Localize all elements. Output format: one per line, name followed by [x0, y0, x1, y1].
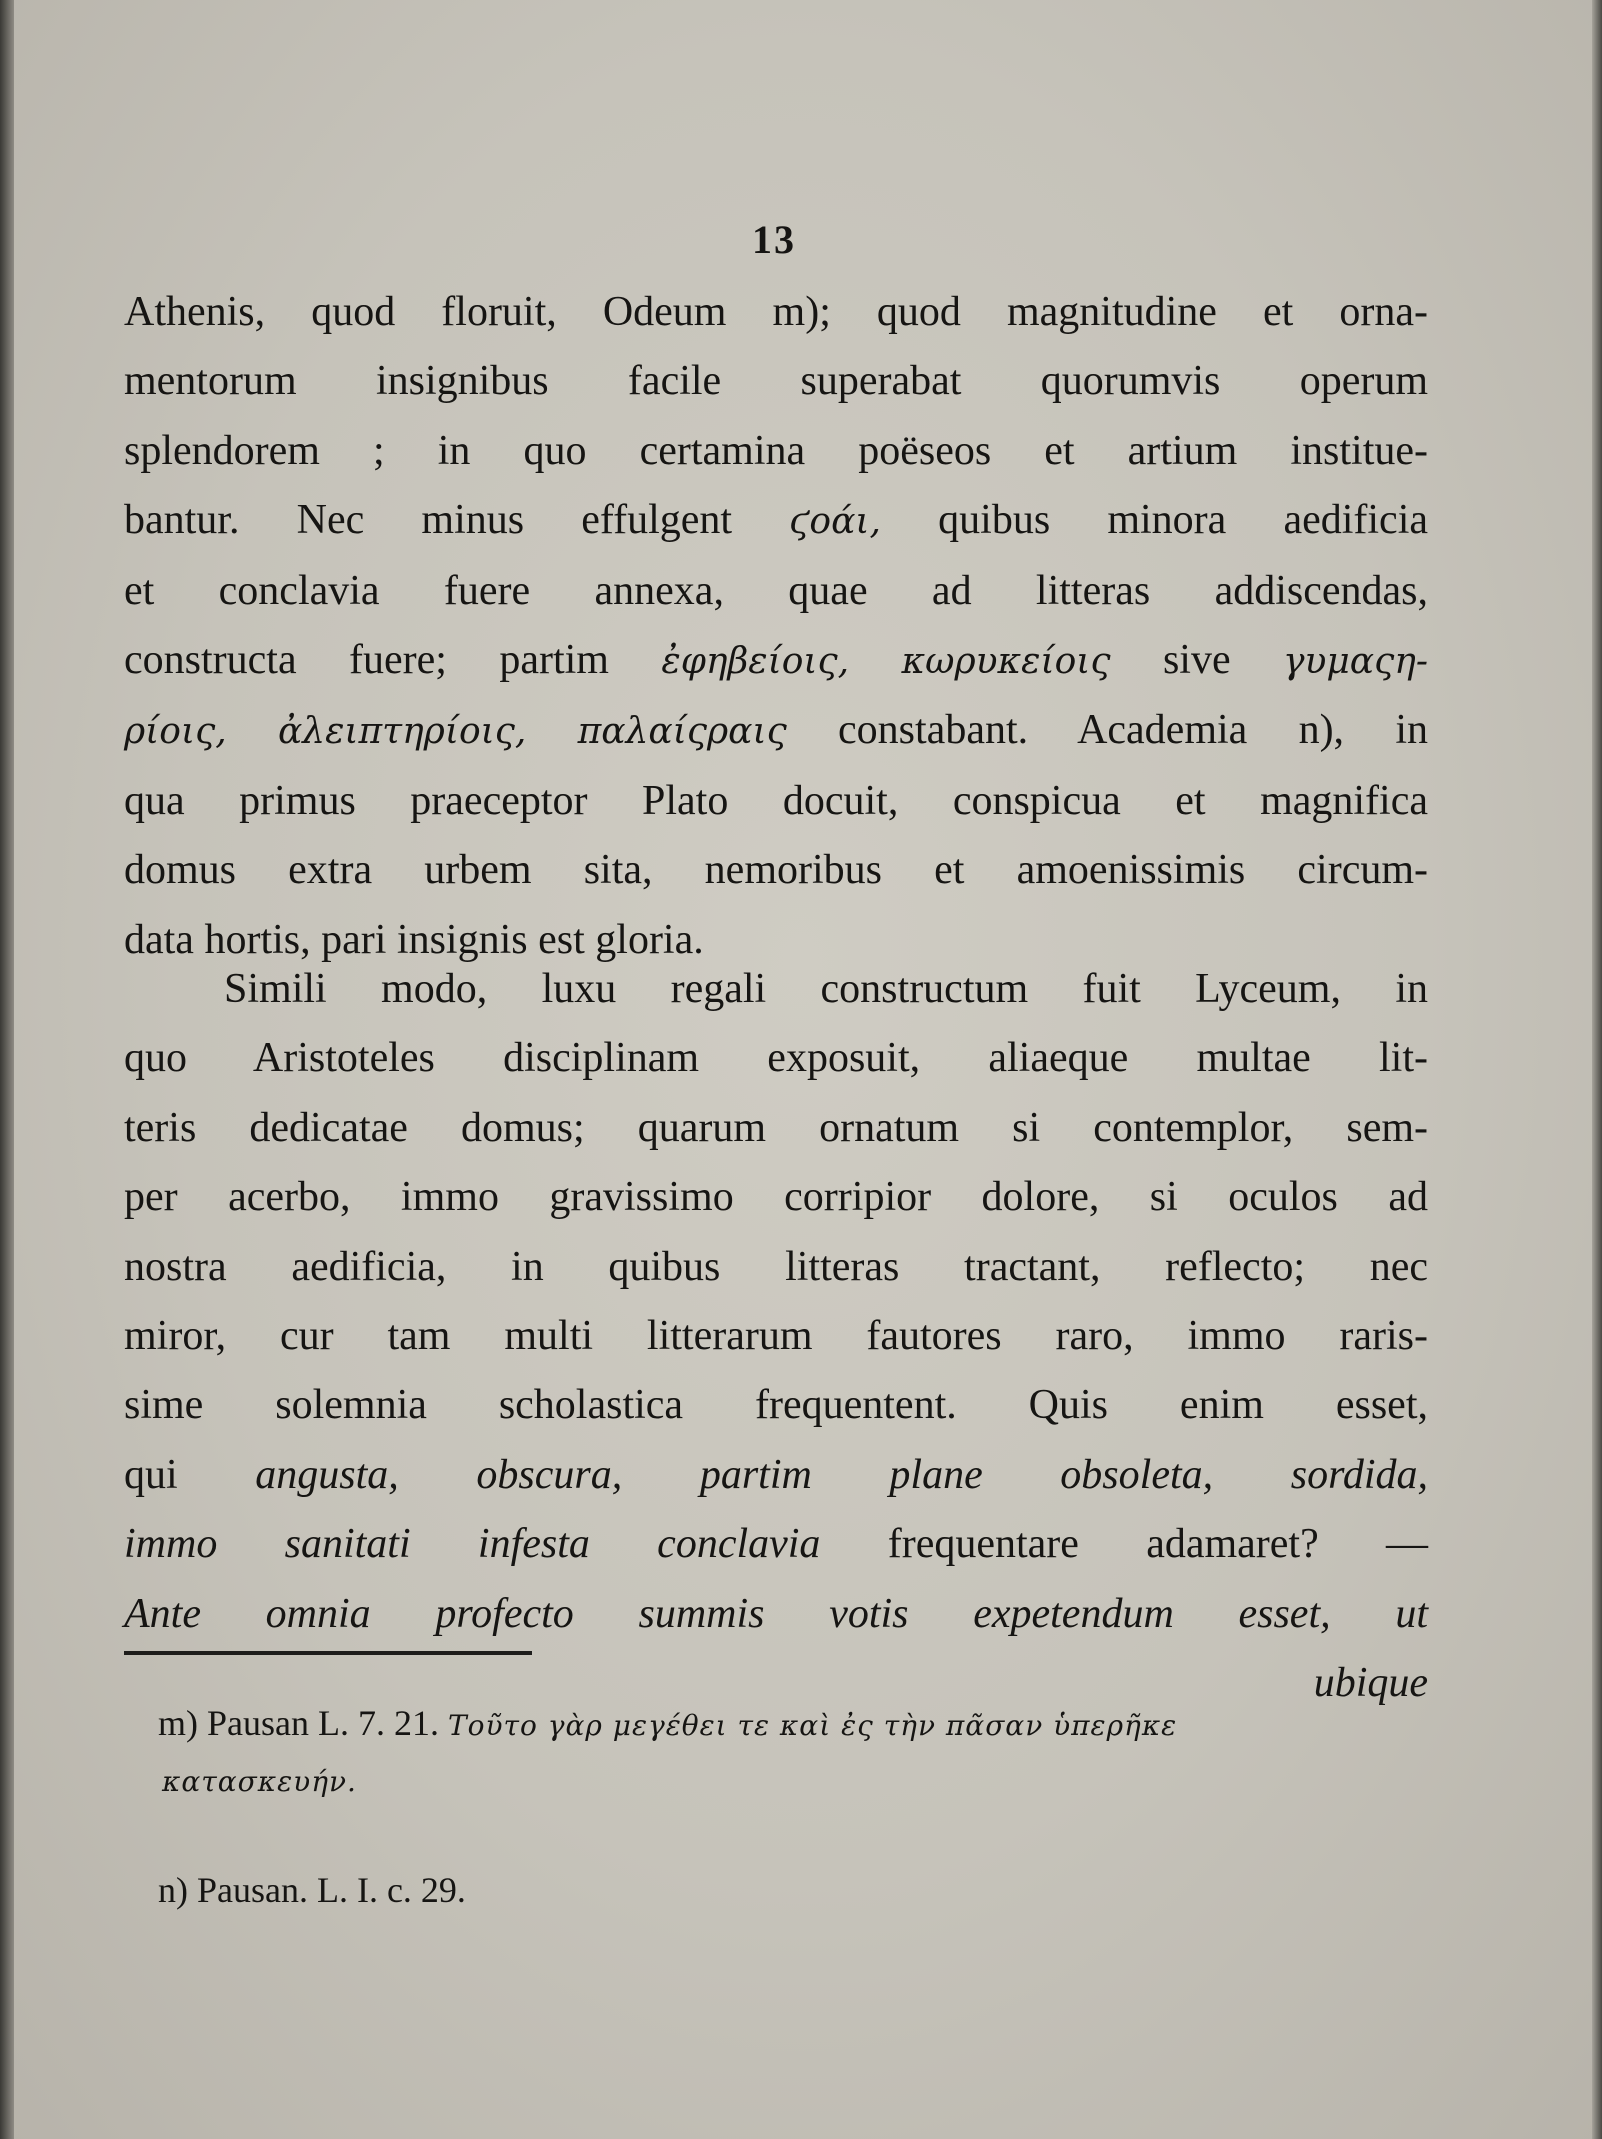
- text-line: [124, 486, 1428, 556]
- footnote-rule: [124, 1651, 532, 1655]
- footnote-m-continuation: [158, 1754, 1428, 1810]
- page-edge-left: [0, 0, 14, 2139]
- text-segment: constructa fuere; partim: [124, 637, 609, 684]
- footnote-greek: Τοῦτο γὰρ μεγέθει τε καὶ ἐς τὴν πᾶσαν ὑπερῆκε: [447, 1709, 1178, 1742]
- text-segment: qui: [124, 1451, 178, 1498]
- paragraph-2: [124, 955, 1428, 1718]
- text-line: per acerbo, immo gravissimo corripior dolore, si oculos ad: [124, 1174, 1428, 1221]
- text-line: quo Aristoteles disciplinam exposuit, aliaeque multae lit-: [124, 1035, 1428, 1082]
- text-line: miror, cur tam multi litterarum fautores raro, immo raris-: [124, 1313, 1428, 1360]
- greek-word: κωρυκείοις: [901, 641, 1111, 683]
- text-segment: sive: [1162, 637, 1231, 684]
- footnote-ref: m) Pausan L. 7. 21.: [158, 1703, 439, 1743]
- footnote-greek: κατασκευήν.: [162, 1765, 357, 1798]
- text-line: et conclavia fuere annexa, quae ad litteras addiscendas,: [124, 567, 1428, 614]
- italic-phrase: obscura,: [476, 1451, 623, 1498]
- text-line: [124, 626, 1428, 696]
- greek-word: ρίοις,: [124, 711, 227, 753]
- paragraph-1: [124, 278, 1428, 975]
- footnote-m: [158, 1695, 1428, 1754]
- text-line: nostra aedificia, in quibus litteras tractant, reflecto; nec: [124, 1243, 1428, 1290]
- greek-word: παλαίςραις: [577, 711, 787, 753]
- footnote-n: n) Pausan. L. I. c. 29.: [158, 1870, 466, 1910]
- text-line: sime solemnia scholastica frequentent. Quis enim esset,: [124, 1382, 1428, 1429]
- text-line: domus extra urbem sita, nemoribus et amoenissimis circum-: [124, 847, 1428, 894]
- footnotes: [158, 1695, 1428, 1918]
- text-line: mentorum insignibus facile superabat quorumvis operum: [124, 358, 1428, 405]
- text-segment: bantur. Nec minus effulgent: [124, 497, 733, 544]
- text-line: splendorem ; in quo certamina poëseos et artium institue-: [124, 427, 1428, 474]
- text-segment: quibus minora aedificia: [938, 497, 1429, 544]
- italic-phrase: sordida,: [1290, 1451, 1429, 1498]
- page-edge-right: [1592, 0, 1602, 2139]
- greek-word: ἐφηβείοις,: [661, 641, 850, 683]
- text-line: data hortis, pari insignis est gloria.: [124, 916, 704, 963]
- catchword: ubique: [1313, 1660, 1428, 1707]
- greek-word: ϛοάι,: [789, 501, 881, 543]
- italic-phrase: immo sanitati infesta conclavia: [124, 1521, 821, 1568]
- greek-word: γυμαςη-: [1283, 641, 1429, 683]
- text-line: qua primus praeceptor Plato docuit, conspicua et magnifica: [124, 777, 1428, 824]
- text-segment: frequentare adamaret? —: [887, 1521, 1428, 1568]
- text-line: [124, 1441, 1428, 1510]
- text-line: teris dedicatae domus; quarum ornatum si contemplor, sem-: [124, 1104, 1428, 1151]
- text-line: [124, 696, 1428, 766]
- text-segment: constabant. Academia n), in: [838, 707, 1428, 754]
- greek-word: ἀλειπτηρίοις,: [277, 711, 527, 753]
- text-line: Ante omnia profecto summis votis expetendum esset, ut: [124, 1590, 1428, 1637]
- page-number: 13: [752, 217, 796, 262]
- text-line: [124, 1510, 1428, 1579]
- text-line: Simili modo, luxu regali constructum fuit Lyceum, in: [224, 966, 1428, 1012]
- italic-phrase: angusta,: [255, 1451, 399, 1498]
- text-line: Athenis, quod floruit, Odeum m); quod magnitudine et orna-: [124, 289, 1428, 335]
- italic-phrase: partim plane obsoleta,: [699, 1451, 1214, 1498]
